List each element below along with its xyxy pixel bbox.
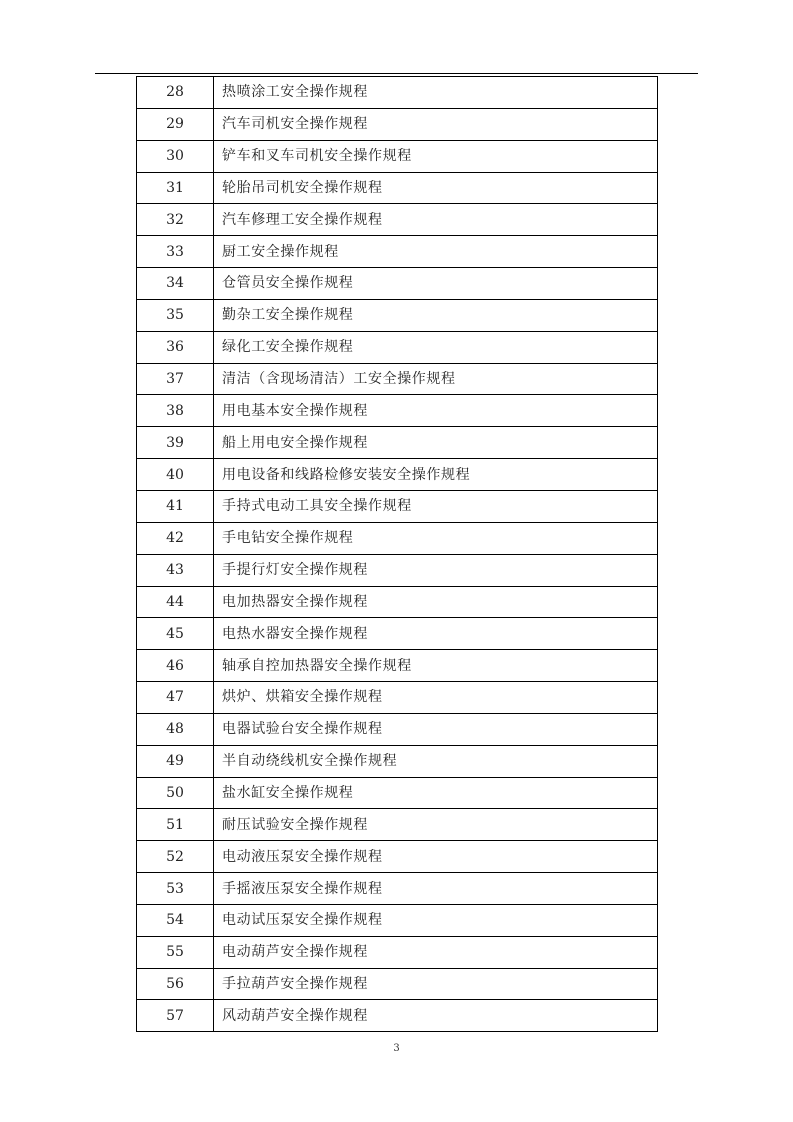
row-number: 55 xyxy=(137,936,214,968)
table-row xyxy=(137,268,658,300)
table-row xyxy=(137,108,658,140)
procedure-name: 铲车和叉车司机安全操作规程 xyxy=(214,140,658,172)
row-number: 51 xyxy=(137,809,214,841)
table-row xyxy=(137,459,658,491)
procedure-name: 电动液压泵安全操作规程 xyxy=(214,841,658,873)
procedure-name: 汽车司机安全操作规程 xyxy=(214,108,658,140)
row-number: 37 xyxy=(137,363,214,395)
procedure-name: 电动试压泵安全操作规程 xyxy=(214,904,658,936)
table-row xyxy=(137,841,658,873)
row-number: 31 xyxy=(137,172,214,204)
procedure-name: 仓管员安全操作规程 xyxy=(214,268,658,300)
procedure-name: 电热水器安全操作规程 xyxy=(214,618,658,650)
procedure-name: 半自动绕线机安全操作规程 xyxy=(214,745,658,777)
table-row xyxy=(137,363,658,395)
row-number: 57 xyxy=(137,1000,214,1032)
row-number: 39 xyxy=(137,427,214,459)
procedure-name: 用电基本安全操作规程 xyxy=(214,395,658,427)
procedure-name: 船上用电安全操作规程 xyxy=(214,427,658,459)
header-rule xyxy=(95,73,698,74)
table-row xyxy=(137,77,658,109)
procedure-name: 耐压试验安全操作规程 xyxy=(214,809,658,841)
row-number: 30 xyxy=(137,140,214,172)
procedure-name: 汽车修理工安全操作规程 xyxy=(214,204,658,236)
procedure-name: 用电设备和线路检修安装安全操作规程 xyxy=(214,459,658,491)
procedure-name: 手电钻安全操作规程 xyxy=(214,522,658,554)
procedure-name: 轴承自控加热器安全操作规程 xyxy=(214,650,658,682)
table-row xyxy=(137,682,658,714)
row-number: 40 xyxy=(137,459,214,491)
table-row xyxy=(137,331,658,363)
table-row xyxy=(137,809,658,841)
table-row xyxy=(137,650,658,682)
row-number: 35 xyxy=(137,299,214,331)
procedure-name: 手摇液压泵安全操作规程 xyxy=(214,873,658,905)
row-number: 48 xyxy=(137,713,214,745)
row-number: 36 xyxy=(137,331,214,363)
table-row xyxy=(137,395,658,427)
procedure-name: 热喷涂工安全操作规程 xyxy=(214,77,658,109)
table-row xyxy=(137,490,658,522)
table-row xyxy=(137,745,658,777)
procedure-name: 手拉葫芦安全操作规程 xyxy=(214,968,658,1000)
procedure-name: 盐水缸安全操作规程 xyxy=(214,777,658,809)
row-number: 56 xyxy=(137,968,214,1000)
row-number: 52 xyxy=(137,841,214,873)
procedure-name: 电动葫芦安全操作规程 xyxy=(214,936,658,968)
row-number: 50 xyxy=(137,777,214,809)
table-row xyxy=(137,904,658,936)
row-number: 29 xyxy=(137,108,214,140)
procedure-name: 轮胎吊司机安全操作规程 xyxy=(214,172,658,204)
procedures-table xyxy=(136,76,658,1032)
table-row xyxy=(137,873,658,905)
procedure-name: 厨工安全操作规程 xyxy=(214,236,658,268)
row-number: 54 xyxy=(137,904,214,936)
procedure-name: 勤杂工安全操作规程 xyxy=(214,299,658,331)
page-number: 3 xyxy=(393,1043,400,1054)
row-number: 47 xyxy=(137,682,214,714)
row-number: 42 xyxy=(137,522,214,554)
table-row xyxy=(137,936,658,968)
row-number: 41 xyxy=(137,490,214,522)
table-row xyxy=(137,236,658,268)
row-number: 28 xyxy=(137,77,214,109)
table-body xyxy=(137,77,658,1032)
row-number: 34 xyxy=(137,268,214,300)
table-row xyxy=(137,777,658,809)
table-row xyxy=(137,172,658,204)
procedure-name: 手持式电动工具安全操作规程 xyxy=(214,490,658,522)
procedure-name: 绿化工安全操作规程 xyxy=(214,331,658,363)
table-row xyxy=(137,554,658,586)
table-row xyxy=(137,586,658,618)
table-row xyxy=(137,713,658,745)
row-number: 32 xyxy=(137,204,214,236)
table-row xyxy=(137,618,658,650)
row-number: 49 xyxy=(137,745,214,777)
procedure-name: 手提行灯安全操作规程 xyxy=(214,554,658,586)
row-number: 33 xyxy=(137,236,214,268)
table-row xyxy=(137,1000,658,1032)
row-number: 53 xyxy=(137,873,214,905)
row-number: 43 xyxy=(137,554,214,586)
procedure-name: 风动葫芦安全操作规程 xyxy=(214,1000,658,1032)
table-row xyxy=(137,427,658,459)
table-row xyxy=(137,522,658,554)
row-number: 38 xyxy=(137,395,214,427)
procedure-name: 烘炉、烘箱安全操作规程 xyxy=(214,682,658,714)
table-row xyxy=(137,968,658,1000)
row-number: 46 xyxy=(137,650,214,682)
row-number: 45 xyxy=(137,618,214,650)
table-row xyxy=(137,204,658,236)
table-row xyxy=(137,299,658,331)
procedure-name: 电器试验台安全操作规程 xyxy=(214,713,658,745)
row-number: 44 xyxy=(137,586,214,618)
procedure-name: 电加热器安全操作规程 xyxy=(214,586,658,618)
table-row xyxy=(137,140,658,172)
procedure-name: 清洁（含现场清洁）工安全操作规程 xyxy=(214,363,658,395)
